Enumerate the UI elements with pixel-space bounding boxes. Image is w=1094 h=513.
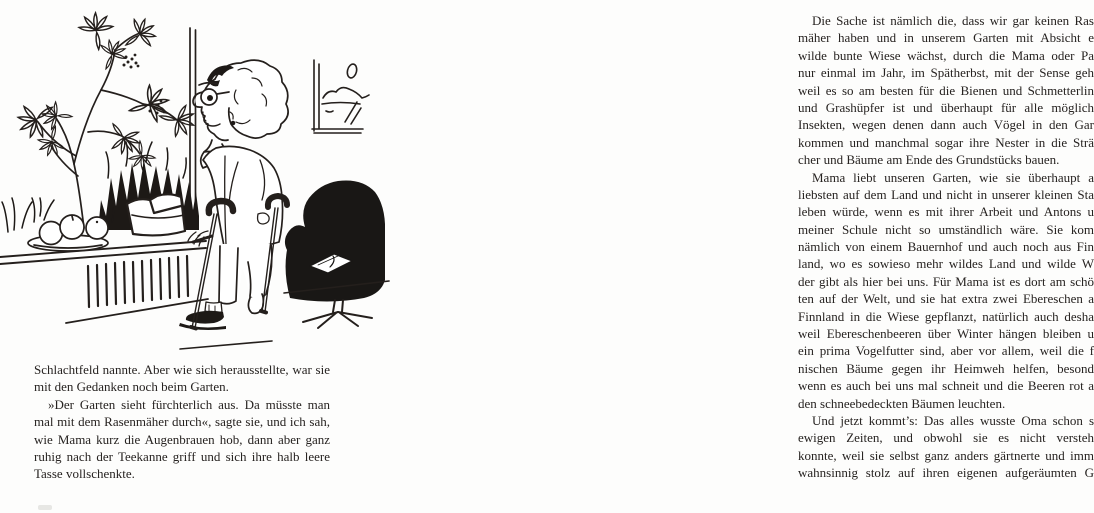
text-line: ten auf der Welt, und sie hat extra zwei Ebereschen a xyxy=(798,291,1094,307)
dark-shoe xyxy=(186,311,224,324)
apple-plate xyxy=(28,215,108,251)
text-line: Tasse vollschenkte. xyxy=(34,466,135,482)
text-line: land, wo es sowieso mehr wildes Land und wilde W xyxy=(798,256,1094,272)
text-line: Schlachtfeld nannte. Aber wie sich herausstellte, war sie xyxy=(34,362,330,377)
text-line: wilde bunte Wiese wächst, durch die Mama oder Pa xyxy=(798,47,1094,63)
text-line: nischen Bäume gegen ihr Heimweh helfen, besond xyxy=(798,360,1094,376)
text-line: ein prima Vogelfutter sind, aber vor allem, weil die f xyxy=(798,343,1094,359)
window-frame xyxy=(190,28,196,216)
text-line: ewigen Zeiten, und obwohl sie es nicht versteh xyxy=(798,430,1094,446)
text-line: den schneebedeckten Bäumen leuchten. xyxy=(798,395,1006,411)
text-line: weil Ebereschenbeeren über Winter hängen bleiben u xyxy=(798,326,1094,342)
text-line: mäher haben und in unserem Garten mit Absicht e xyxy=(798,30,1094,46)
radiator xyxy=(66,256,208,323)
text-line: meiner Schule nicht so umständlich wäre. Sie kom xyxy=(798,221,1094,237)
egg-chair xyxy=(285,180,385,328)
text-line: cher und Bäume am Ende des Grundstücks bauen. xyxy=(798,152,1060,168)
paragraph xyxy=(798,169,1094,412)
text-line: nämlich von einem Bauernhof und auch noch aus Fin xyxy=(798,239,1094,255)
right-page xyxy=(390,0,1094,513)
earring xyxy=(231,121,236,126)
text-line: wenn es auch bei uns mal schneit und die Beeren rot a xyxy=(798,378,1094,394)
paragraph xyxy=(34,396,330,483)
bark-basket xyxy=(127,194,185,235)
right-page-text xyxy=(798,12,1094,482)
paragraph xyxy=(798,12,1094,169)
text-line: und Grashüpfer ist und überhaupt für alle möglich xyxy=(798,99,1094,115)
text-line: kommen und manchmal sogar ihre Nester in die Strä xyxy=(798,134,1094,150)
text-line: Und jetzt kommt’s: Das alles wusste Oma schon s xyxy=(812,412,1094,428)
text-line: nur einmal im Jahr, im Spätherbst, mit der Sense geh xyxy=(798,65,1094,81)
text-line: »Der Garten sieht fürchterlich aus. Da müsste man xyxy=(48,396,330,412)
text-line: weil es so am besten für die Bienen und Schmetterlin xyxy=(798,82,1094,98)
page-number-remnant xyxy=(38,505,52,510)
text-line: leben würde, wenn es mit ihrer Arbeit und Antons u xyxy=(798,204,1094,220)
text-line: konnte, weil sie selbst ganz anders gärtnerte und imm xyxy=(798,447,1094,463)
paragraph xyxy=(798,412,1094,482)
paragraph xyxy=(34,361,330,396)
text-line: Insekten, wegen denen dann auch Vögel in den Gar xyxy=(798,117,1094,133)
text-line: Die Sache ist nämlich die, dass wir gar keinen Ras xyxy=(812,13,1094,28)
text-line: ruhig nach der Teekanne griff und sich ihre halb leere xyxy=(34,448,330,464)
cat-picture xyxy=(312,60,369,133)
text-line: mit den Gedanken noch beim Garten. xyxy=(34,379,229,395)
text-line: wahnsinnig stolz auf ihren eigenen aufgeräumten G xyxy=(798,465,1094,481)
left-page-text xyxy=(34,361,330,483)
garden-room-illustration xyxy=(0,0,390,360)
text-line: mal mit dem Rasenmäher durch«, sagte sie, und ich sah, xyxy=(34,414,330,430)
text-line: Mama liebt unseren Garten, wie sie überhaupt a xyxy=(812,169,1094,185)
text-line: liebsten auf dem Land und nicht in unserer kleinen Sta xyxy=(798,186,1094,202)
text-line: Finnland in die Wiese gepflanzt, natürlich auch desha xyxy=(798,308,1094,324)
text-line: der gibt als hier bei uns. Für Mama ist es dort am schö xyxy=(798,273,1094,289)
text-line: wie Mama kurz die Augenbrauen hob, dann aber ganz xyxy=(34,431,330,447)
left-page xyxy=(0,0,390,513)
